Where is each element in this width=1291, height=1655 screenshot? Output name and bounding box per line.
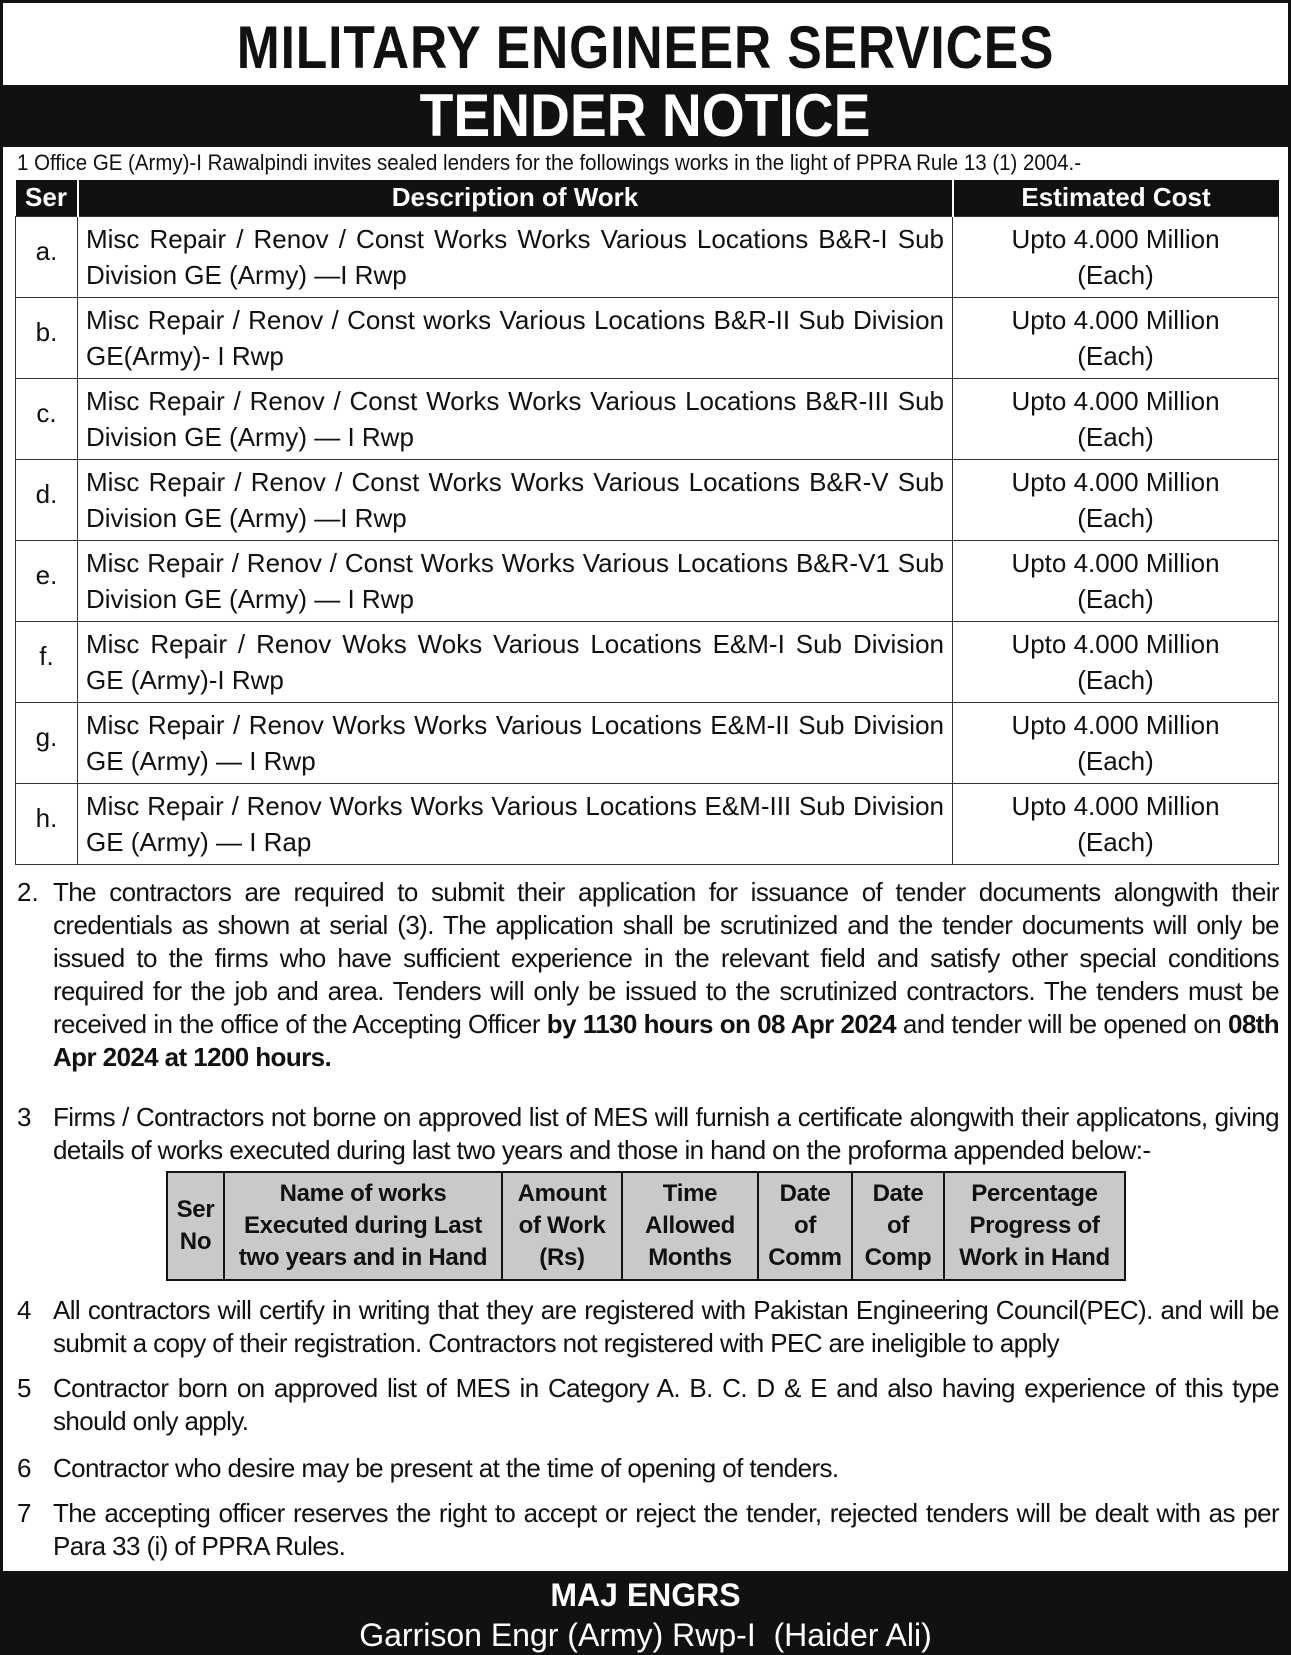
proforma-cell-line: Date <box>872 1180 924 1207</box>
row-description: Misc Repair / Renov Woks Woks Various Locations E&M-I Sub Division GE (Army)-I Rwp <box>78 621 953 702</box>
row-description: Misc Repair / Renov / Const Works Works Various Locations B&R-I Sub Division GE (Army) —I Rwp <box>78 216 953 297</box>
cost-each: (Each) <box>1077 583 1154 614</box>
cost-amount: Upto 4.000 Million <box>1011 466 1220 497</box>
notice-title-bar <box>3 82 1288 149</box>
cost-amount: Upto 4.000 Million <box>1011 790 1220 821</box>
cost-each: (Each) <box>1077 259 1154 290</box>
paragraph-number: 3 <box>17 1102 32 1132</box>
proforma-cell-line: Percentage <box>971 1180 1098 1207</box>
proforma-cell-line: Progress of <box>969 1212 1100 1239</box>
cost-each: (Each) <box>1077 421 1154 452</box>
proforma-cell-line: Allowed <box>645 1212 735 1239</box>
row-ser: b. <box>16 297 78 378</box>
paragraph-4 <box>17 1294 1279 1360</box>
proforma-cell-line: Work in Hand <box>959 1244 1110 1271</box>
proforma-col-date-comm <box>758 1172 852 1280</box>
cost-amount: Upto 4.000 Million <box>1011 547 1220 578</box>
row-ser: c. <box>16 378 78 459</box>
notice-title: TENDER NOTICE <box>420 82 871 149</box>
row-ser: d. <box>16 459 78 540</box>
paragraph-3 <box>17 1101 1279 1167</box>
row-ser: a. <box>16 216 78 297</box>
proforma-col-ser <box>167 1172 224 1280</box>
proforma-cell-line: Ser <box>176 1196 215 1223</box>
cost-each: (Each) <box>1077 745 1154 776</box>
tender-deadline: by 1130 hours on 08 Apr 2024 <box>546 1009 896 1039</box>
proforma-col-name <box>224 1172 502 1280</box>
row-cost <box>953 783 1279 864</box>
paragraph-text: Contractor who desire may be present at the time of opening of tenders. <box>53 1453 839 1483</box>
proforma-table <box>166 1171 1126 1281</box>
proforma-col-time <box>622 1172 758 1280</box>
cost-each: (Each) <box>1077 664 1154 695</box>
cost-amount: Upto 4.000 Million <box>1011 304 1220 335</box>
para2-text-b: and tender will be opened on <box>902 1009 1222 1039</box>
signatory-office: Garrison Engr (Army) Rwp-I (Haider Ali) <box>359 1617 932 1653</box>
paragraph-number: 5 <box>17 1373 32 1403</box>
row-ser: e. <box>16 540 78 621</box>
proforma-cell-line: Date <box>779 1180 831 1207</box>
table-row <box>16 297 1279 378</box>
footer-signature-bar <box>3 1571 1288 1655</box>
proforma-cell-line: Months <box>648 1244 732 1271</box>
row-ser: g. <box>16 702 78 783</box>
works-table <box>15 180 1279 865</box>
paragraph-text: The accepting officer reserves the right to accept or reject the tender, rejected tenders will be dealt with as per Para 33 (i) of PPRA Rules. <box>53 1498 1279 1561</box>
table-row <box>16 783 1279 864</box>
proforma-cell-line: Amount <box>517 1180 607 1207</box>
paragraph-number: 6 <box>17 1453 32 1483</box>
works-table-header <box>16 180 1279 216</box>
paragraph-5 <box>17 1372 1279 1438</box>
row-cost <box>953 459 1279 540</box>
proforma-cell-line: (Rs) <box>539 1244 585 1271</box>
proforma-col-amount <box>502 1172 622 1280</box>
row-cost <box>953 621 1279 702</box>
table-row <box>16 378 1279 459</box>
organization-title: MILITARY ENGINEER SERVICES <box>236 14 1055 81</box>
cost-each: (Each) <box>1077 502 1154 533</box>
proforma-cell-line: of <box>793 1212 817 1239</box>
col-header-description: Description of Work <box>78 180 953 216</box>
cost-amount: Upto 4.000 Million <box>1011 628 1220 659</box>
row-description: Misc Repair / Renov / Const Works Works Various Locations B&R-III Sub Division GE (Army) — I Rwp <box>78 378 953 459</box>
proforma-col-progress <box>944 1172 1125 1280</box>
row-cost <box>953 378 1279 459</box>
tender-opening-date: 08th Apr 2024 at 1200 hours. <box>53 1009 1280 1072</box>
paragraph-number: 2. <box>17 877 39 907</box>
proforma-header-row <box>167 1172 1125 1280</box>
proforma-cell-line: Executed during Last <box>243 1212 483 1239</box>
paragraph-text: Firms / Contractors not borne on approved list of MES will furnish a certificate alongwith their applicatons, giving details of works executed during last two years and those in hand on the proforma appended below:- <box>53 1102 1279 1165</box>
table-row <box>16 540 1279 621</box>
paragraph-text: Contractor born on approved list of MES in Category A. B. C. D & E and also having experience of this type should only apply. <box>53 1373 1279 1436</box>
cost-each: (Each) <box>1077 340 1154 371</box>
table-row <box>16 216 1279 297</box>
proforma-cell-line: of <box>886 1212 910 1239</box>
row-cost <box>953 702 1279 783</box>
row-ser: h. <box>16 783 78 864</box>
row-description: Misc Repair / Renov / Const works Various Locations B&R-II Sub Division GE(Army)- I Rwp <box>78 297 953 378</box>
intro-paragraph: 1 Office GE (Army)-I Rawalpindi invites sealed lenders for the followings works in the light of PPRA Rule 13 (1) 2004.- <box>17 150 1082 175</box>
table-row <box>16 621 1279 702</box>
col-header-cost: Estimated Cost <box>953 180 1279 216</box>
signatory-rank: MAJ ENGRS <box>550 1577 741 1613</box>
table-row <box>16 459 1279 540</box>
paragraph-2 <box>17 876 1279 1074</box>
row-cost <box>953 216 1279 297</box>
row-description: Misc Repair / Renov / Const Works Works Various Locations B&R-V1 Sub Division GE (Army) — I Rwp <box>78 540 953 621</box>
proforma-cell-line: Comp <box>864 1244 932 1271</box>
proforma-cell-line: No <box>179 1228 212 1255</box>
row-description: Misc Repair / Renov Works Works Various Locations E&M-II Sub Division GE (Army) — I Rwp <box>78 702 953 783</box>
paragraph-text: All contractors will certify in writing that they are registered with Pakistan Engineering Council(PEC). and will be submit a copy of their registration. Contractors not registered with PEC are ineligible to apply <box>53 1295 1279 1358</box>
col-header-ser: Ser <box>16 180 78 216</box>
paragraph-7 <box>17 1497 1279 1563</box>
para2-text-a: The contractors are required to submit their application for issuance of tender documents alongwith their credentials as shown at serial (3). The application shall be scrutinized and the tender documents will only be issued to the firms who have sufficient experience in the relevant field and satisfy other special conditions required for the job and area. Tenders will only be issued to the scrutinized contractors. The tenders must be received in the office of the Accepting Officer <box>53 877 1279 1039</box>
cost-amount: Upto 4.000 Million <box>1011 385 1220 416</box>
row-description: Misc Repair / Renov Works Works Various Locations E&M-III Sub Division GE (Army) — I Rap <box>78 783 953 864</box>
paragraph-text <box>53 876 1279 1074</box>
paragraph-number: 4 <box>17 1295 32 1325</box>
proforma-col-date-comp <box>852 1172 944 1280</box>
paragraph-number: 7 <box>17 1498 32 1528</box>
row-ser: f. <box>16 621 78 702</box>
proforma-cell-line: Comm <box>768 1244 842 1271</box>
row-description: Misc Repair / Renov / Const Works Works Various Locations B&R-V Sub Division GE (Army) —I Rwp <box>78 459 953 540</box>
row-cost <box>953 540 1279 621</box>
table-row <box>16 702 1279 783</box>
row-cost <box>953 297 1279 378</box>
proforma-cell-line: two years and in Hand <box>238 1244 488 1271</box>
paragraph-6 <box>17 1452 1279 1485</box>
proforma-cell-line: Time <box>662 1180 718 1207</box>
cost-amount: Upto 4.000 Million <box>1011 223 1220 254</box>
cost-each: (Each) <box>1077 826 1154 857</box>
cost-amount: Upto 4.000 Million <box>1011 709 1220 740</box>
proforma-cell-line: Name of works <box>279 1180 447 1207</box>
proforma-cell-line: of Work <box>518 1212 606 1239</box>
